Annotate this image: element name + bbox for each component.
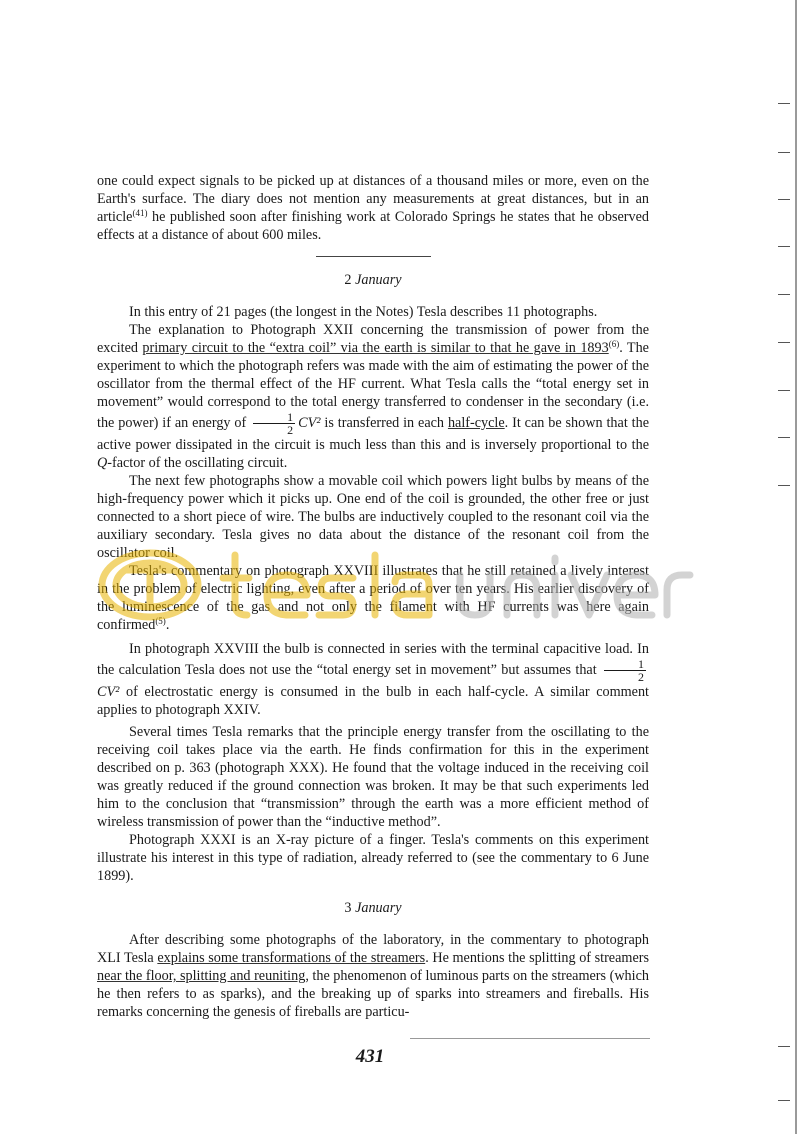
underlined-text: near the floor, splitting and reuniting bbox=[97, 968, 306, 984]
margin-tick bbox=[778, 437, 790, 438]
text: The explanation to Photograph XXII concerning the transmission of power from the excited bbox=[97, 322, 649, 356]
margin-tick bbox=[778, 294, 790, 295]
page-edge-border bbox=[795, 0, 797, 1134]
text: , the phenomenon of luminous parts on the streamers (which he then refers to as sparks), and the breaking up of sparks into streamers and fireballs. His remarks concerning the genesis of fireballs are particu- bbox=[97, 968, 649, 1020]
section-date-heading bbox=[97, 271, 649, 289]
numerator: 1 bbox=[253, 411, 295, 424]
paragraph: In this entry of 21 pages (the longest in the Notes) Tesla describes 11 photographs. bbox=[129, 304, 598, 320]
text: . bbox=[165, 617, 170, 633]
paragraph: The next few photographs show a movable coil which powers light bulbs by means of the high-frequency power which it picks up. One end of the coil is grounded, the other free or just connected to a short piece of wire. The bulbs are inductively coupled to the resonant coil via the auxiliary secondary. Tesla gives no data about the distance of the resonant coil from the oscillator coil. bbox=[97, 473, 649, 561]
section-separator bbox=[316, 256, 431, 257]
margin-tick bbox=[778, 1100, 790, 1101]
denominator: 2 bbox=[638, 670, 644, 684]
margin-tick bbox=[778, 152, 790, 153]
text: one could expect signals to be picked up at distances of a thousand miles or more, even on the Earth's surface. The diary does not mention any measurements at great distances, but in an article bbox=[97, 173, 649, 225]
margin-tick bbox=[778, 246, 790, 247]
text: . The experiment to which the photograph refers was made with the aim of estimating the power of the oscillator from the thermal effect of the HF current. What Tesla calls the “total energy set in movement” would correspond to the total energy transferred to condenser in the secondary (i.e. the power) if an energy of bbox=[97, 340, 649, 431]
text: . It can be shown that the active power dissipated in the circuit is much less than this and is inversely proportional to the bbox=[97, 414, 649, 453]
paragraph bbox=[97, 931, 649, 1021]
date-month: January bbox=[355, 900, 402, 916]
footnote-ref: (6) bbox=[608, 339, 620, 349]
paragraph: Photograph XXXI is an X-ray picture of a finger. Tesla's comments on this experiment illustrate his interest in this type of radiation, already referred to (see the commentary to 6 June 1899). bbox=[97, 832, 649, 884]
text: of electrostatic energy is consumed in the bulb in each half-cycle. A similar comment applies to photograph XXIV. bbox=[97, 684, 649, 718]
underlined-text: primary circuit to the “extra coil” via the earth is similar to that he gave in 1893 bbox=[142, 340, 609, 356]
margin-tick bbox=[778, 199, 790, 200]
fraction bbox=[253, 411, 295, 436]
underlined-text: half-cycle bbox=[447, 414, 505, 431]
denominator: 2 bbox=[287, 423, 294, 437]
text: is transferred in each bbox=[320, 414, 448, 431]
margin-tick bbox=[778, 342, 790, 343]
paragraph: Several times Tesla remarks that the principle energy transfer from the oscillating to the receiving coil takes place via the earth. He finds confirmation for this in the experiment described on p. 363 (photograph XXX). He found that the voltage induced in the receiving coil was greatly reduced if the ground connection was broken. It may be that such experiments led him to the conclusion that “transmission” through the earth was a more efficient method of wireless transmission of power than the “inductive method”. bbox=[97, 724, 649, 830]
margin-tick bbox=[778, 390, 790, 391]
text: In photograph XXVIII the bulb is connected in series with the terminal capacitive load. In the calculation Tesla does not use the “total energy set in movement” but assumes that bbox=[97, 641, 649, 678]
footnote-ref: (5) bbox=[155, 616, 166, 626]
text: he published soon after finishing work at Colorado Springs he states that he observed effects at a distance of about 600 miles. bbox=[97, 209, 649, 243]
paragraph bbox=[97, 321, 649, 472]
text: Tesla's commentary on photograph XXVIII illustrates that he still retained a lively interest in the problem of electric lighting, even after a period of over ten years. His earlier discovery of the luminescence of the gas and not only the filament with HF currents was here again confirmed bbox=[97, 563, 649, 633]
margin-tick bbox=[778, 485, 790, 486]
margin-tick bbox=[778, 1046, 790, 1047]
margin-tick bbox=[778, 103, 790, 104]
paragraph bbox=[97, 562, 649, 634]
document-page bbox=[97, 172, 649, 1021]
footnote-ref: (41) bbox=[132, 208, 148, 218]
date-day: 3 bbox=[344, 900, 352, 916]
text: -factor of the oscillating circuit. bbox=[107, 455, 288, 471]
formula: CV² bbox=[97, 684, 120, 700]
q-symbol: Q bbox=[97, 455, 108, 471]
fraction bbox=[604, 658, 646, 683]
numerator: 1 bbox=[604, 658, 646, 671]
formula: CV² bbox=[298, 414, 321, 431]
text: After describing some photographs of the laboratory, in the commentary to photograph XLI Tesla bbox=[97, 932, 649, 966]
paragraph bbox=[97, 640, 649, 719]
text: . He mentions the splitting of streamers bbox=[425, 950, 649, 966]
page-number: 431 bbox=[355, 1046, 385, 1067]
section-date-heading bbox=[97, 899, 649, 917]
date-day: 2 bbox=[344, 272, 352, 288]
underlined-text: explains some transformations of the streamers bbox=[157, 950, 426, 966]
date-month: January bbox=[355, 272, 402, 288]
footer-rule bbox=[410, 1038, 650, 1039]
intro-paragraph bbox=[97, 172, 649, 244]
